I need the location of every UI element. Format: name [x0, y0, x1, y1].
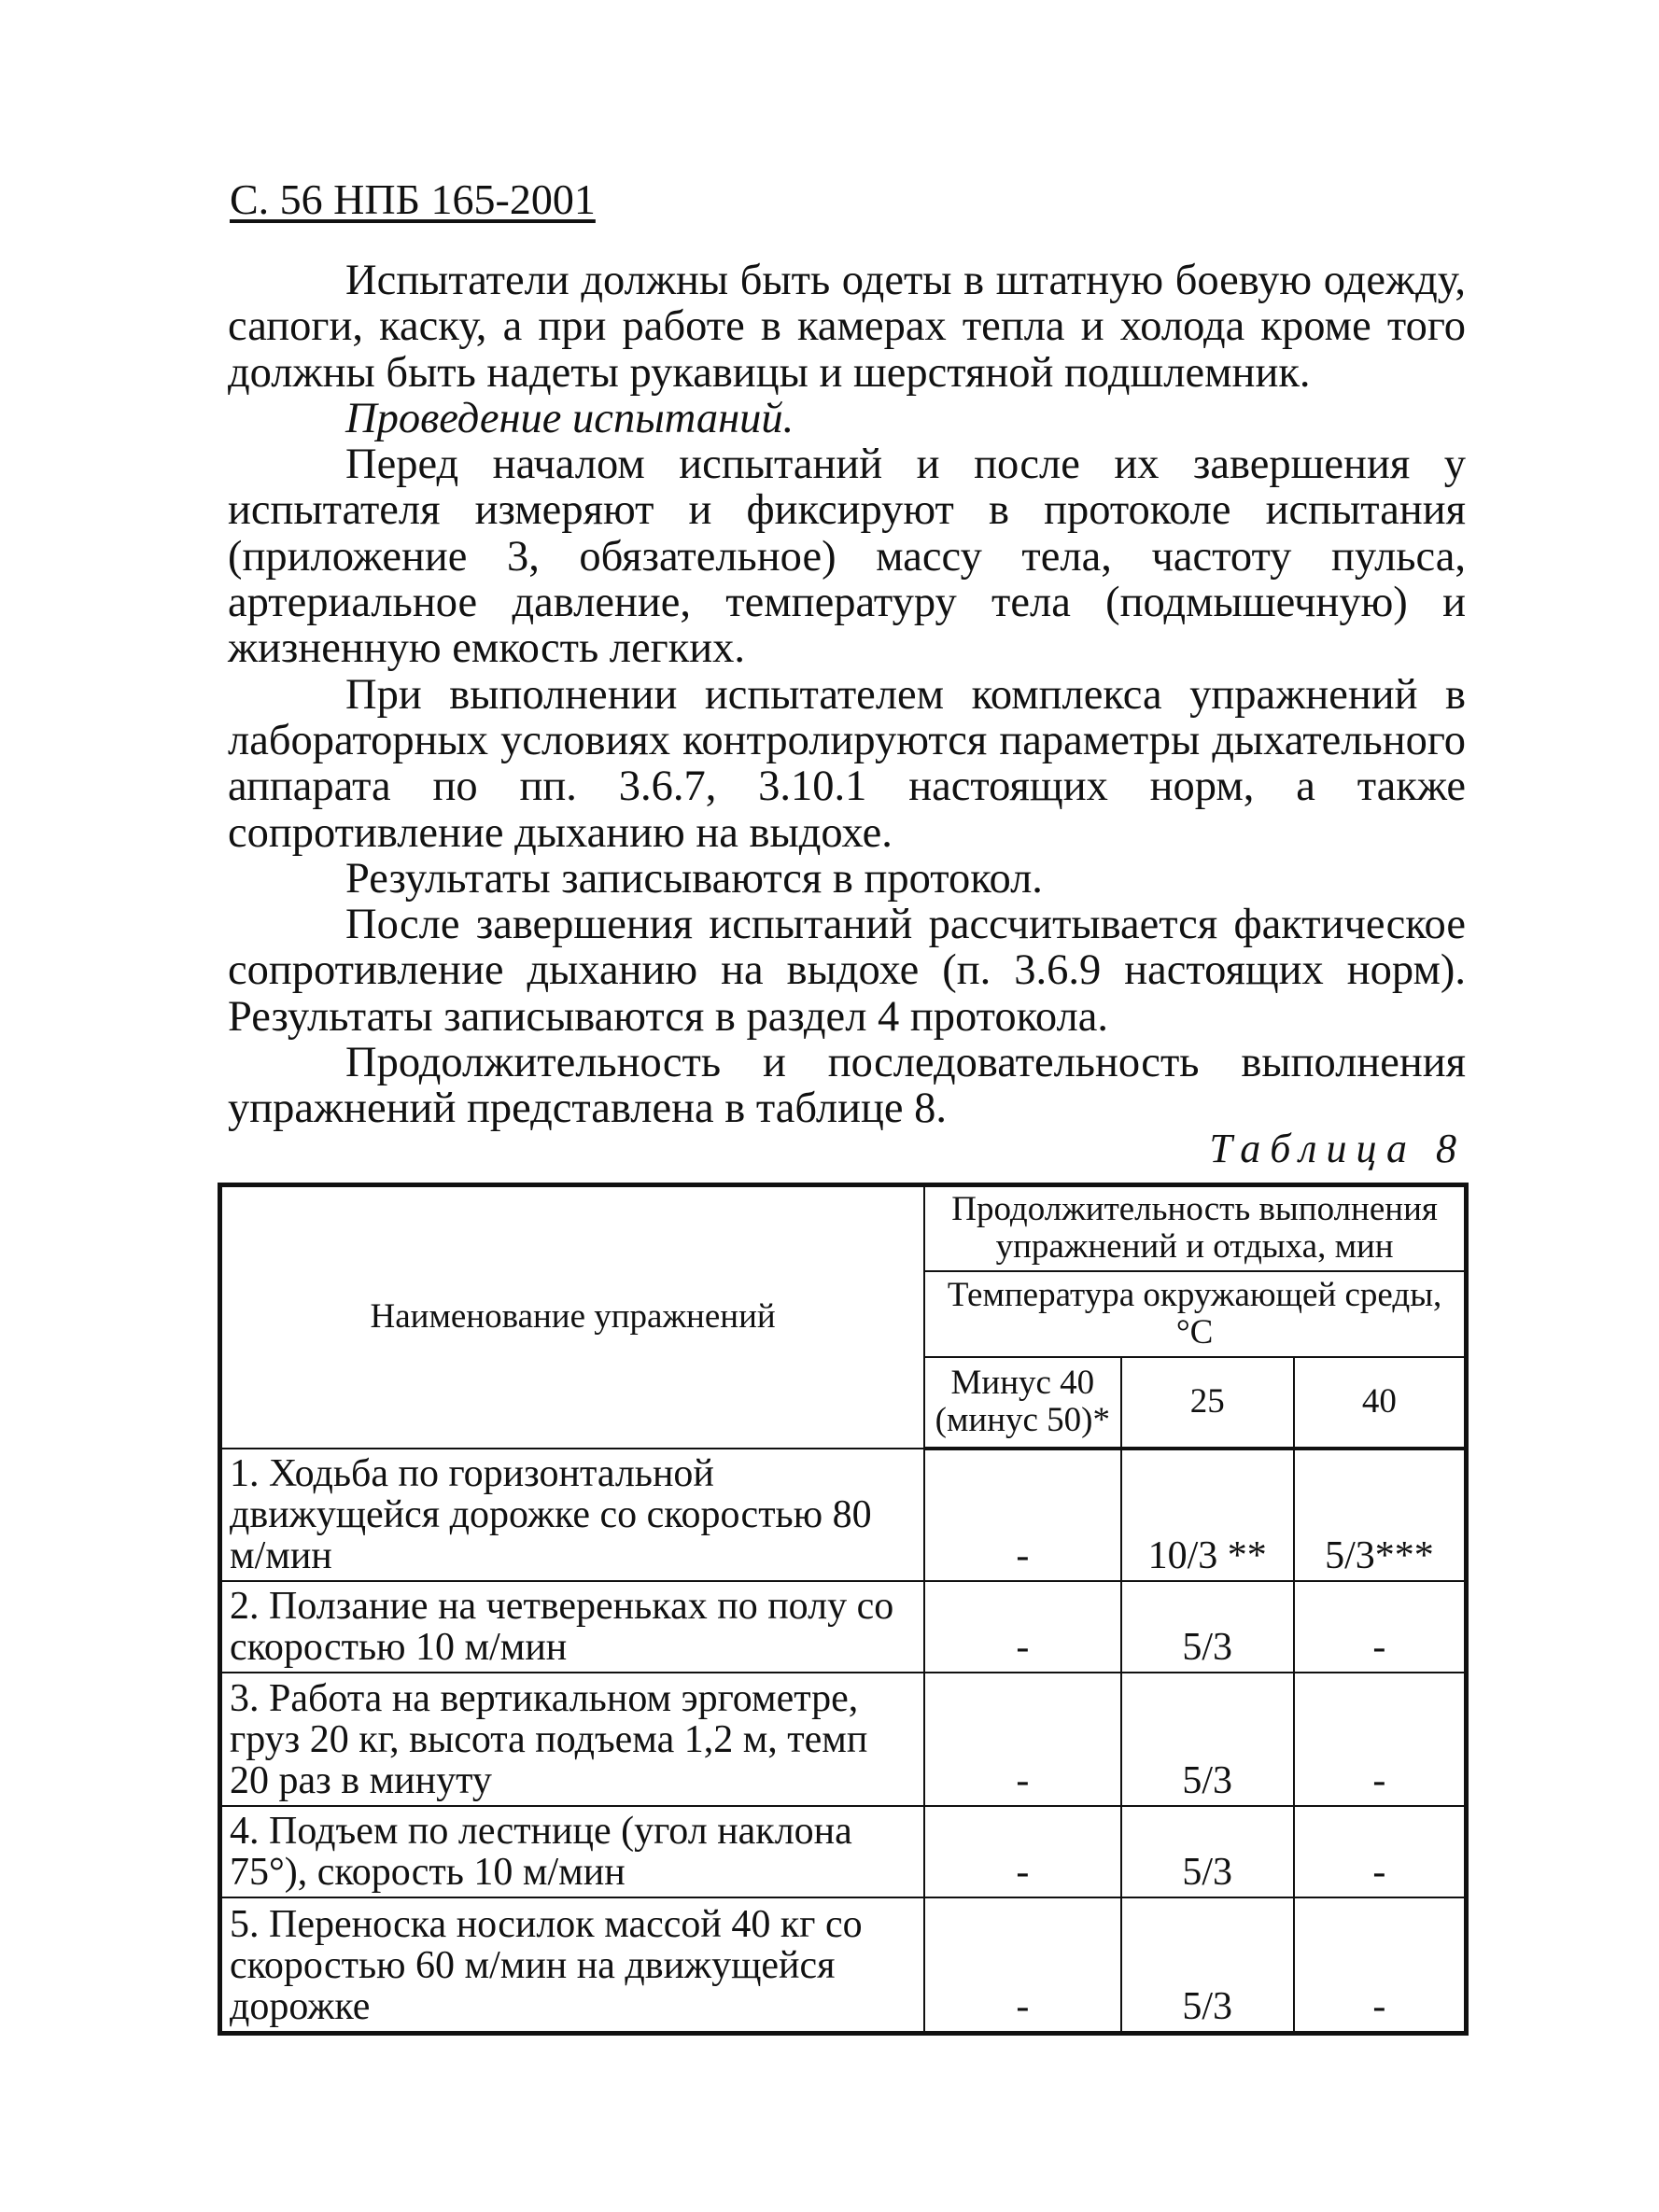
value-minus40: - [924, 1897, 1120, 2034]
paragraph: После завершения испытаний рассчитывается фактическое сопротивление дыханию на выдохе (п. 3.6.9 настоящих норм). Результаты записываются в раздел 4 протокола. [228, 901, 1466, 1041]
value-40: - [1294, 1806, 1467, 1897]
paragraph: Испытатели должны быть одеты в штатную боевую одежду, сапоги, каску, а при работе в камерах тепла и холода кроме того должны быть надеты рукавицы и шерстяной подшлемник. [228, 257, 1466, 397]
exercise-name: 5. Переноска носилок массой 40 кг со скоростью 60 м/мин на движущейся дорожке [220, 1897, 925, 2034]
exercise-table [218, 1183, 1469, 2036]
section-subheading: Проведение испытаний. [345, 394, 794, 442]
value-40: - [1294, 1581, 1467, 1673]
exercise-name: 1. Ходьба по горизонтальной движущейся дорожке со скоростью 80 м/мин [220, 1449, 925, 1581]
paragraph: Продолжительность и последовательность выполнения упражнений представлена в таблице 8. [228, 1039, 1466, 1133]
value-40: 5/3*** [1294, 1449, 1467, 1581]
value-25: 5/3 [1121, 1806, 1294, 1897]
value-40: - [1294, 1897, 1467, 2034]
table-row [220, 1581, 1467, 1673]
paragraph: Результаты записываются в протокол. [345, 854, 1043, 903]
header-temp-minus40: Минус 40 (минус 50)* [924, 1357, 1120, 1449]
page-header: С. 56 НПБ 165-2001 [230, 175, 596, 223]
header-exercise-name: Наименование упражнений [220, 1185, 925, 1449]
table-row [220, 1806, 1467, 1897]
value-25: 5/3 [1121, 1581, 1294, 1673]
header-temperature: Температура окружающей среды, °С [924, 1271, 1466, 1357]
value-minus40: - [924, 1449, 1120, 1581]
header-temp-25: 25 [1121, 1357, 1294, 1449]
value-25: 10/3 ** [1121, 1449, 1294, 1581]
exercise-name: 3. Работа на вертикальном эргометре, груз 20 кг, высота подъема 1,2 м, темп 20 раз в минуту [220, 1673, 925, 1806]
exercise-name: 4. Подъем по лестнице (угол наклона 75°), скорость 10 м/мин [220, 1806, 925, 1897]
value-25: 5/3 [1121, 1673, 1294, 1806]
paragraph: Перед началом испытаний и после их завершения у испытателя измеряют и фиксируют в протоколе испытания (приложение 3, обязательное) массу тела, частоту пульса, артериальное давление, температуру тела (подмышечную) и жизненную емкость легких. [228, 441, 1466, 673]
header-duration: Продолжительность выполнения упражнений и отдыха, мин [924, 1185, 1466, 1271]
value-minus40: - [924, 1806, 1120, 1897]
value-25: 5/3 [1121, 1897, 1294, 2034]
paragraph: При выполнении испытателем комплекса упражнений в лабораторных условиях контролируются параметры дыхательного аппарата по пп. 3.6.7, 3.10.1 настоящих норм, а также сопротивление дыханию на выдохе. [228, 670, 1466, 857]
table-caption: Таблица 8 [1209, 1126, 1466, 1171]
table-row [220, 1673, 1467, 1806]
header-temp-40: 40 [1294, 1357, 1467, 1449]
body-text [228, 258, 1466, 1132]
value-minus40: - [924, 1581, 1120, 1673]
exercise-name: 2. Ползание на четвереньках по полу со скоростью 10 м/мин [220, 1581, 925, 1673]
value-40: - [1294, 1673, 1467, 1806]
table-row [220, 1897, 1467, 2034]
value-minus40: - [924, 1673, 1120, 1806]
table-row [220, 1449, 1467, 1581]
